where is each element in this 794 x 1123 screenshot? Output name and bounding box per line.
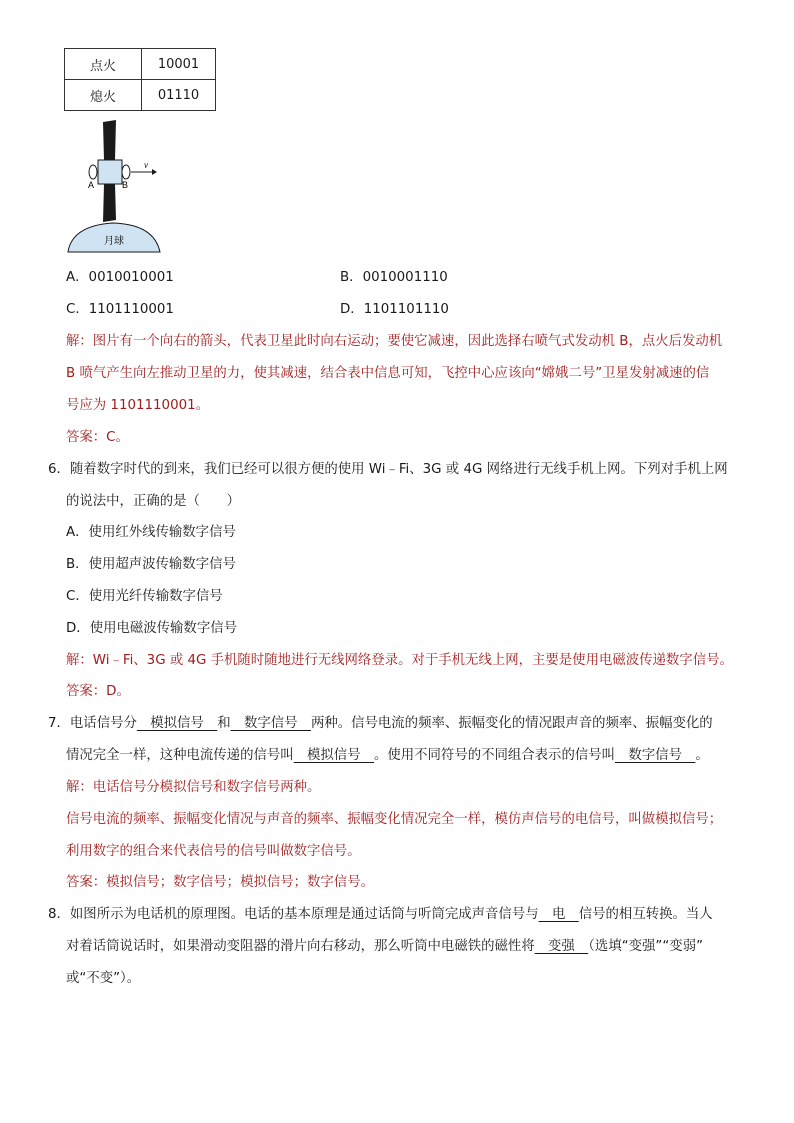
blank-answer: 数字信号 bbox=[230, 716, 311, 731]
solution-line: 解：电话信号分模拟信号和数字信号两种。 bbox=[66, 780, 321, 795]
text-segment: 和 bbox=[217, 716, 231, 731]
solution-line: 解：Wi﹣Fi、3G 或 4G 手机随时随地进行无线网络登录。对于手机无线上网，主要是使用电磁波传递数字信号。 bbox=[66, 653, 733, 668]
option-b: B．使用超声波传输数字信号 bbox=[66, 557, 236, 572]
solution-line: 信号电流的频率、振幅变化情况与声音的频率、振幅变化情况完全一样，模仿声信号的电信号，叫做模拟信号； bbox=[66, 812, 723, 827]
option-c: C．1101110001 bbox=[66, 302, 174, 317]
solution-line: 利用数字的组合来代表信号的信号叫做数字信号。 bbox=[66, 844, 361, 859]
label-a: A bbox=[88, 180, 95, 190]
answer-line: 答案：D。 bbox=[66, 684, 130, 699]
text-segment: 对着话筒说话时，如果滑动变阻器的滑片向右移动，那么听筒中电磁铁的磁性将 bbox=[66, 939, 535, 954]
option-b: B．0010001110 bbox=[340, 270, 448, 285]
satellite-moon-figure bbox=[62, 116, 192, 256]
ignition-code-table bbox=[64, 48, 216, 111]
solar-panel-bottom bbox=[103, 184, 116, 222]
solution-line: 解：图片有一个向右的箭头，代表卫星此时向右运动；要使它减速，因此选择右喷气式发动机 B，点火后发动机 bbox=[66, 334, 723, 349]
question-text bbox=[66, 746, 709, 766]
arrow-head-icon bbox=[152, 169, 157, 175]
text-segment: 8．如图所示为电话机的原理图。电话的基本原理是通过话筒与听筒完成声音信号与 bbox=[48, 907, 539, 922]
text-segment: 信号的相互转换。当人 bbox=[578, 907, 713, 922]
question-text bbox=[48, 905, 713, 925]
thruster-a bbox=[89, 165, 97, 179]
solution-line: B 喷气产生向左推动卫星的力，使其减速，结合表中信息可知，飞控中心应该向“嫦娥二号”卫星发射减速的信 bbox=[66, 366, 710, 381]
label-v: v bbox=[144, 160, 148, 170]
text-segment: （选填“变强”“变弱” bbox=[588, 939, 704, 954]
blank-answer: 模拟信号 bbox=[293, 748, 374, 763]
table-cell-code: 10001 bbox=[142, 49, 216, 80]
label-b: B bbox=[122, 180, 129, 190]
table-cell-action: 点火 bbox=[65, 49, 142, 80]
option-d: D．使用电磁波传输数字信号 bbox=[66, 621, 237, 636]
text-segment: 7．电话信号分 bbox=[48, 716, 137, 731]
solar-panel-top bbox=[103, 120, 116, 160]
table-cell-code: 01110 bbox=[142, 80, 216, 111]
satellite-body bbox=[98, 160, 122, 184]
question-text bbox=[48, 714, 713, 734]
text-segment: 情况完全一样，这种电流传递的信号叫 bbox=[66, 748, 294, 763]
table-cell-action: 熄火 bbox=[65, 80, 142, 111]
option-a: A．使用红外线传输数字信号 bbox=[66, 525, 236, 540]
blank-answer: 电 bbox=[538, 907, 579, 922]
text-segment: 两种。信号电流的频率、振幅变化的情况跟声音的频率、振幅变化的 bbox=[310, 716, 713, 731]
answer-line: 答案：模拟信号；数字信号；模拟信号；数字信号。 bbox=[66, 875, 374, 890]
text-segment: 。使用不同符号的不同组合表示的信号叫 bbox=[373, 748, 616, 763]
question-text: 的说法中，正确的是（ ） bbox=[66, 494, 241, 509]
thruster-b bbox=[122, 165, 130, 179]
question-text: 6．随着数字时代的到来，我们已经可以很方便的使用 Wi﹣Fi、3G 或 4G 网络进行无线手机上网。下列对手机上网 bbox=[48, 462, 728, 477]
text-segment: 。 bbox=[695, 748, 709, 763]
option-d: D．1101101110 bbox=[340, 302, 449, 317]
table-row bbox=[65, 49, 216, 80]
moon-label: 月球 bbox=[104, 236, 124, 247]
question-text: 或“不变”）。 bbox=[66, 971, 141, 986]
option-a: A．0010010001 bbox=[66, 270, 174, 285]
question-text bbox=[66, 937, 703, 957]
solution-line: 号应为 1101110001。 bbox=[66, 398, 210, 413]
blank-answer: 模拟信号 bbox=[136, 716, 218, 731]
table-row bbox=[65, 80, 216, 111]
option-c: C．使用光纤传输数字信号 bbox=[66, 589, 223, 604]
answer-line: 答案：C。 bbox=[66, 430, 129, 445]
blank-answer: 变强 bbox=[534, 939, 589, 954]
blank-answer: 数字信号 bbox=[615, 748, 696, 763]
